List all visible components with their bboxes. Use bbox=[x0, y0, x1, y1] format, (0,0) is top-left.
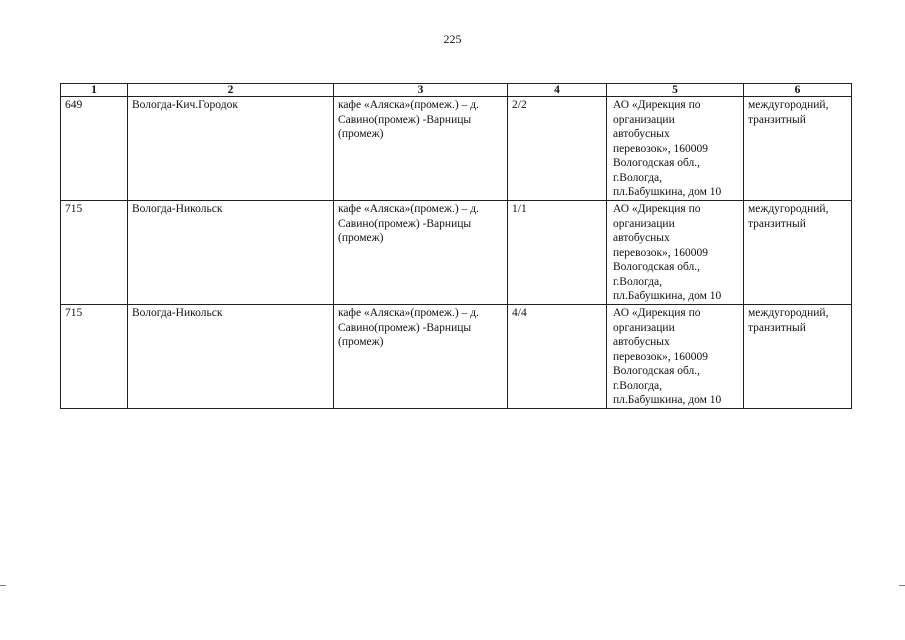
column-header-2: 2 bbox=[128, 84, 334, 97]
carrier-cell: АО «Дирекция по организации автобусных перевозок», 160009 Вологодская обл., г.Вологда, пл.Бабушкина, дом 10 bbox=[607, 97, 744, 201]
stops-cell: кафе «Аляска»(промеж.) – д. Савино(промеж) -Варницы (промеж) bbox=[334, 201, 508, 305]
column-header-6: 6 bbox=[744, 84, 852, 97]
carrier-cell: АО «Дирекция по организации автобусных перевозок», 160009 Вологодская обл., г.Вологда, пл.Бабушкина, дом 10 bbox=[607, 201, 744, 305]
route-name-cell: Вологда-Кич.Городок bbox=[128, 97, 334, 201]
route-number-cell: 715 bbox=[61, 305, 128, 409]
stops-cell: кафе «Аляска»(промеж.) – д. Савино(промеж) -Варницы (промеж) bbox=[334, 97, 508, 201]
column-header-5: 5 bbox=[607, 84, 744, 97]
table-row bbox=[61, 201, 852, 305]
carrier-cell: АО «Дирекция по организации автобусных перевозок», 160009 Вологодская обл., г.Вологда, пл.Бабушкина, дом 10 bbox=[607, 305, 744, 409]
column-header-4: 4 bbox=[508, 84, 607, 97]
column-header-3: 3 bbox=[334, 84, 508, 97]
route-type-cell: междугородний, транзитный bbox=[744, 201, 852, 305]
stops-cell: кафе «Аляска»(промеж.) – д. Савино(промеж) -Варницы (промеж) bbox=[334, 305, 508, 409]
left-margin-mark bbox=[0, 585, 6, 586]
count-cell: 1/1 bbox=[508, 201, 607, 305]
table-row bbox=[61, 97, 852, 201]
table-header-row bbox=[61, 84, 852, 97]
route-name-cell: Вологда-Никольск bbox=[128, 305, 334, 409]
route-type-cell: междугородний, транзитный bbox=[744, 305, 852, 409]
page-number: 225 bbox=[443, 32, 462, 46]
column-header-1: 1 bbox=[61, 84, 128, 97]
routes-table bbox=[60, 83, 852, 409]
route-type-cell: междугородний, транзитный bbox=[744, 97, 852, 201]
route-name-cell: Вологда-Никольск bbox=[128, 201, 334, 305]
route-number-cell: 715 bbox=[61, 201, 128, 305]
count-cell: 4/4 bbox=[508, 305, 607, 409]
table-row bbox=[61, 305, 852, 409]
count-cell: 2/2 bbox=[508, 97, 607, 201]
right-margin-mark bbox=[899, 585, 905, 586]
route-number-cell: 649 bbox=[61, 97, 128, 201]
